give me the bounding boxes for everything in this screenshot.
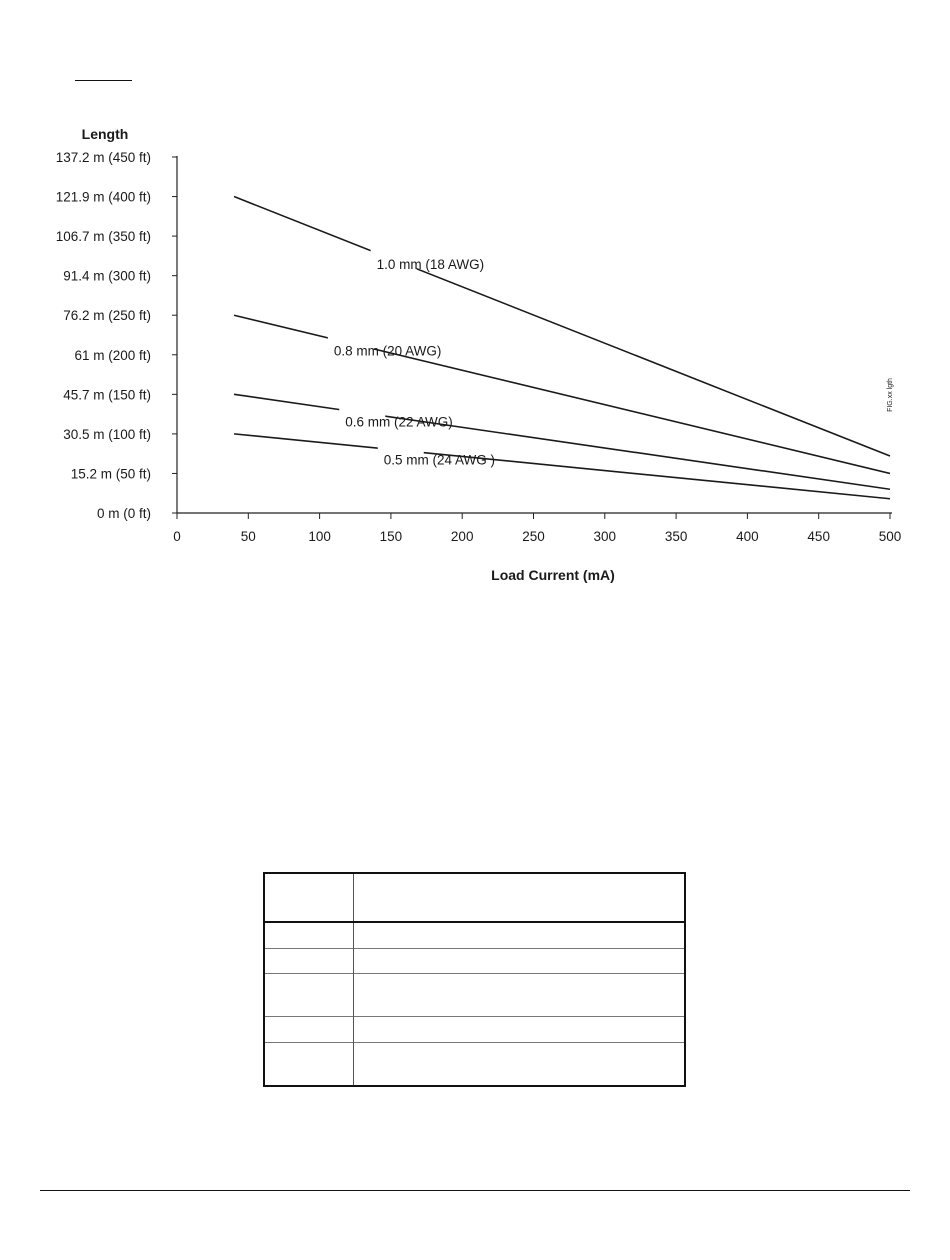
table-row <box>264 922 685 948</box>
x-tick-label: 400 <box>736 529 759 544</box>
series-label: 0.6 mm (22 AWG) <box>345 414 453 430</box>
y-tick-label: 30.5 m (100 ft) <box>63 426 151 442</box>
x-tick-label: 300 <box>593 529 617 544</box>
table-row <box>264 1017 685 1042</box>
table-header-row <box>264 873 685 922</box>
series-label: 0.5 mm (24 AWG ) <box>383 452 496 468</box>
side-annotation: FIG.xx lgth <box>887 378 894 412</box>
table-cell <box>354 973 686 1016</box>
x-tick-label: 150 <box>379 529 403 544</box>
y-tick-label: 15.2 m (50 ft) <box>70 466 151 482</box>
y-tick-label: 0 m (0 ft) <box>96 506 151 521</box>
y-tick-label: 137.2 m (450 ft) <box>55 150 151 165</box>
table-cell <box>264 973 354 1016</box>
y-tick-label: 91.4 m (300 ft) <box>63 268 151 284</box>
y-tick-label: 121.9 m (400 ft) <box>55 189 151 205</box>
table-cell <box>354 1017 686 1042</box>
x-tick-label: 50 <box>240 529 256 544</box>
y-ticks <box>56 150 177 521</box>
x-tick-label: 200 <box>450 529 474 544</box>
table-cell <box>354 922 686 948</box>
x-tick-label: 0 <box>173 529 181 544</box>
y-axis-title: Length <box>81 126 129 142</box>
table-cell <box>264 948 354 973</box>
table-cell <box>264 1017 354 1042</box>
table-row <box>264 1042 685 1086</box>
y-tick-label: 106.7 m (350 ft) <box>55 229 151 245</box>
table-cell <box>264 1042 354 1086</box>
x-tick-label: 100 <box>308 529 331 544</box>
table-header-cell <box>354 873 686 922</box>
table-row <box>264 948 685 973</box>
series-line <box>234 434 890 499</box>
y-tick-label: 45.7 m (150 ft) <box>63 387 151 403</box>
wire-length-chart <box>0 0 950 620</box>
x-axis-title: Load Current (mA) <box>491 567 615 583</box>
reference-table <box>263 872 686 1087</box>
footer-rule <box>40 1190 910 1191</box>
table-cell <box>354 1042 686 1086</box>
series-label: 1.0 mm (18 AWG) <box>376 256 485 272</box>
series-line <box>234 394 890 489</box>
table-cell <box>264 922 354 948</box>
y-tick-label: 76.2 m (250 ft) <box>63 308 151 324</box>
x-tick-label: 500 <box>878 529 902 544</box>
series-label: 0.8 mm (20 AWG) <box>333 343 442 359</box>
series-group <box>234 197 890 499</box>
x-tick-label: 250 <box>522 529 545 544</box>
x-tick-label: 450 <box>807 529 830 544</box>
table-header-cell <box>264 873 354 922</box>
table-row <box>264 973 685 1016</box>
y-tick-label: 61 m (200 ft) <box>74 347 151 363</box>
series-line <box>234 197 890 456</box>
table-cell <box>354 948 686 973</box>
x-tick-label: 350 <box>664 529 688 544</box>
x-ticks <box>173 513 901 544</box>
